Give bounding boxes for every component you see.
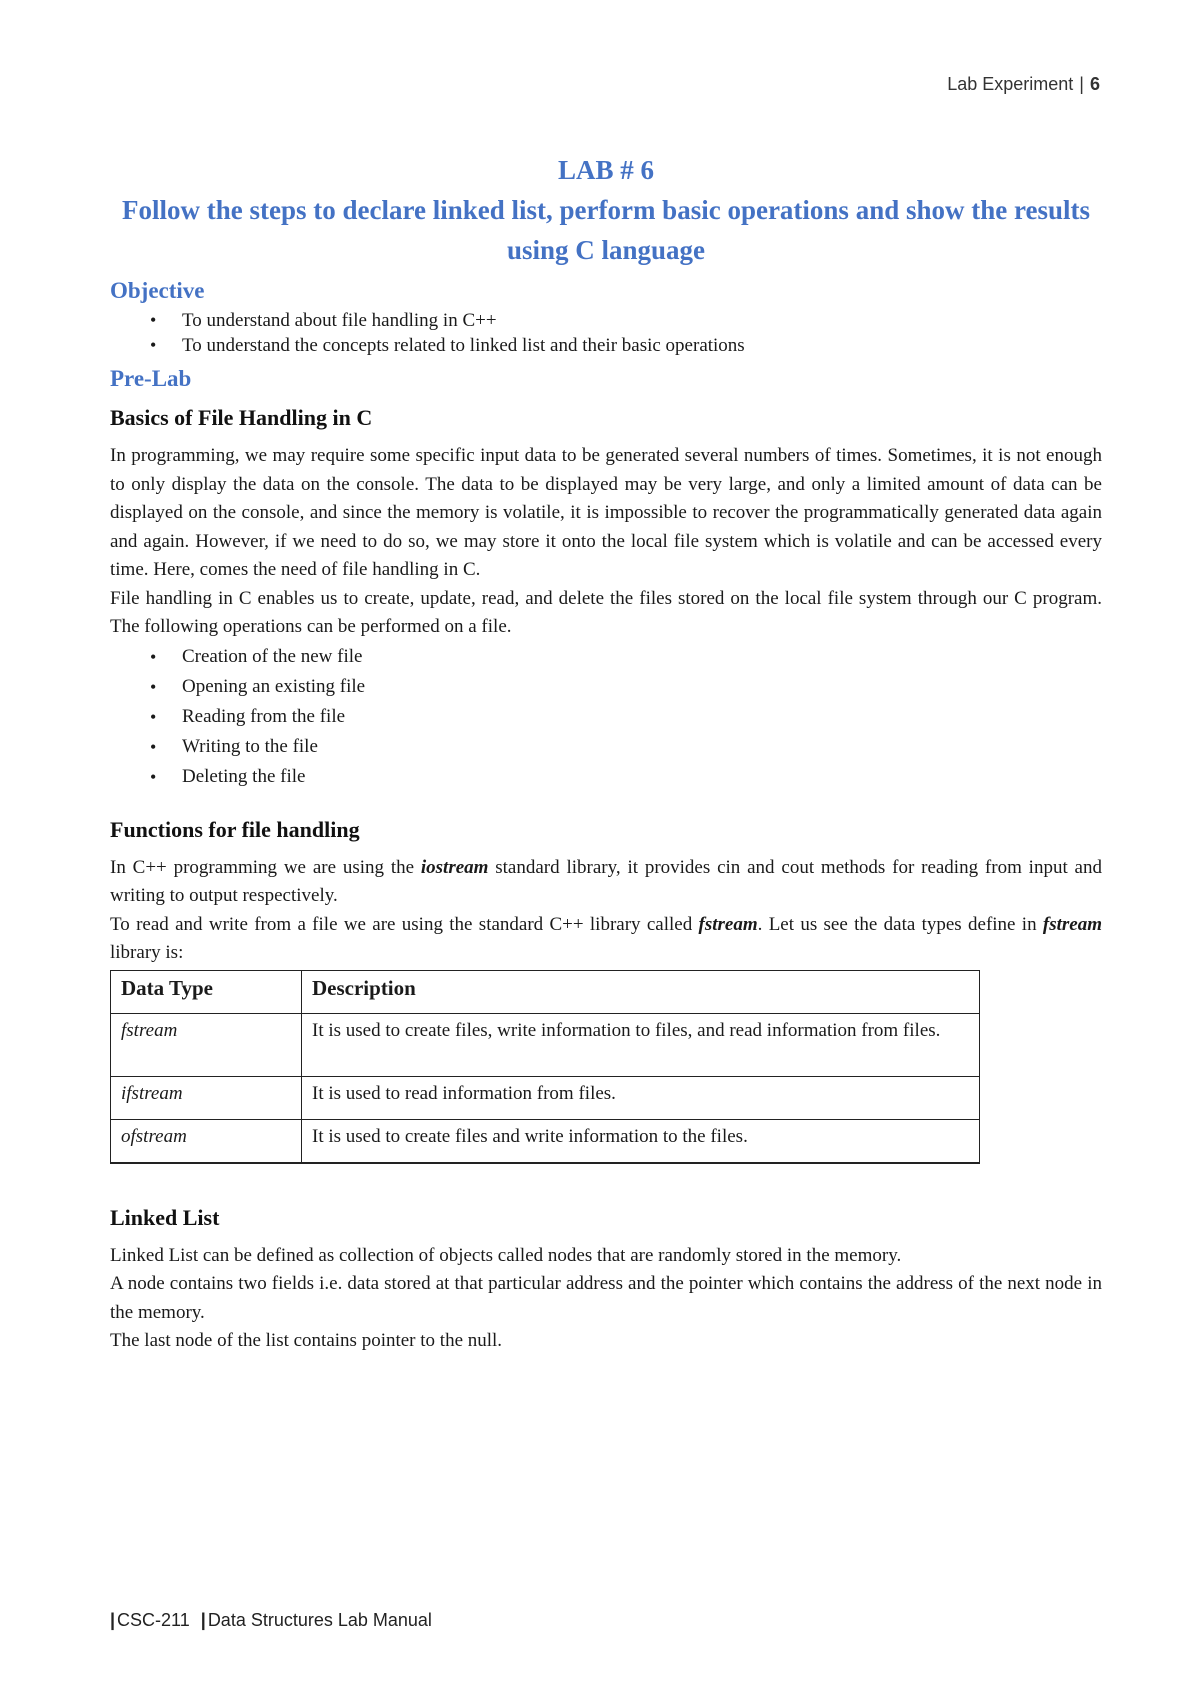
file-operation-item: • Creation of the new file bbox=[182, 642, 1102, 672]
file-basics-heading: Basics of File Handling in C bbox=[110, 405, 373, 430]
linked-list-paragraph-3: The last node of the list contains pointer to the null. bbox=[110, 1330, 503, 1351]
table-cell-description: It is used to create files, write information to files, and read information from files. bbox=[302, 1013, 980, 1076]
file-basics-paragraph-2: File handling in C enables us to create, update, read, and delete the files stored on the local file system through our C program. The following operations can be performed on a file. bbox=[110, 587, 1102, 637]
file-operations-list bbox=[110, 642, 1102, 792]
footer-bar: | bbox=[110, 1610, 116, 1630]
lab-subtitle: Follow the steps to declare linked list, perform basic operations and show the results using C language bbox=[122, 195, 1090, 265]
table-row bbox=[111, 1013, 980, 1076]
table-header-cell: Data Type bbox=[111, 970, 302, 1013]
page-header bbox=[947, 74, 1100, 95]
table-cell-type: fstream bbox=[111, 1013, 302, 1076]
table-header-cell: Description bbox=[302, 970, 980, 1013]
data-types-table bbox=[110, 970, 980, 1164]
linked-list-paragraph-1: Linked List can be defined as collection of objects called nodes that are randomly stored in the memory. bbox=[110, 1244, 902, 1266]
text-run: To read and write from a file we are using the standard C++ library called bbox=[110, 913, 699, 935]
table-cell-description: It is used to create files and write information to the files. bbox=[302, 1119, 980, 1163]
header-label: Lab Experiment bbox=[947, 74, 1074, 94]
text-run: In C++ programming we are using the bbox=[110, 856, 421, 878]
functions-heading: Functions for file handling bbox=[110, 816, 360, 842]
header-separator: | bbox=[1079, 74, 1084, 94]
table-row bbox=[111, 1076, 980, 1119]
document-body bbox=[110, 150, 1102, 1356]
footer-bar: | bbox=[200, 1610, 206, 1630]
text-run: standard library, it provides cin and cout methods for reading from input and writing to output respectively. bbox=[110, 856, 1102, 906]
code-term: iostream bbox=[420, 856, 489, 878]
prelab-heading: Pre-Lab bbox=[110, 366, 192, 391]
file-operation-item: • Writing to the file bbox=[182, 732, 1102, 762]
file-operation-item: • Deleting the file bbox=[182, 762, 1102, 792]
code-term: fstream bbox=[698, 913, 758, 935]
file-operation-item: • Opening an existing file bbox=[182, 672, 1102, 702]
footer-course-code: CSC-211 bbox=[117, 1610, 190, 1630]
linked-list-heading: Linked List bbox=[110, 1204, 220, 1230]
table-cell-description: It is used to read information from files. bbox=[302, 1076, 980, 1119]
table-header-row bbox=[111, 970, 980, 1013]
code-term: fstream bbox=[1042, 913, 1102, 935]
table-cell-type: ifstream bbox=[111, 1076, 302, 1119]
page-footer bbox=[110, 1610, 432, 1631]
file-operation-item: • Reading from the file bbox=[182, 702, 1102, 732]
text-run: . Let us see the data types define in bbox=[757, 913, 1043, 935]
header-page-number: 6 bbox=[1089, 74, 1100, 94]
table-row bbox=[111, 1119, 980, 1163]
linked-list-paragraph-2: A node contains two fields i.e. data stored at that particular address and the pointer which contains the address of the next node in the memory. bbox=[110, 1273, 1102, 1323]
functions-paragraph-1 bbox=[110, 854, 1102, 911]
objective-list bbox=[110, 308, 1102, 358]
objective-item: • To understand about file handling in C++ bbox=[182, 308, 1102, 333]
objective-item: • To understand the concepts related to linked list and their basic operations bbox=[182, 333, 1102, 358]
objective-heading: Objective bbox=[110, 278, 205, 303]
text-run: library is: bbox=[110, 942, 184, 963]
table-cell-type: ofstream bbox=[111, 1119, 302, 1163]
lab-title: LAB # 6 bbox=[557, 155, 655, 185]
file-basics-paragraph-1: In programming, we may require some specific input data to be generated several numbers of times. Sometimes, it is not enough to only display the data on the console. The data to be displayed may be very large, and only a limited amount of data can be displayed on the console, and since the memory is volatile, it is impossible to recover the programmatically generated data again and again. However, if we need to do so, we may store it onto the local file system which is volatile and can be accessed every time. Here, comes the need of file handling in C. bbox=[110, 445, 1102, 580]
footer-manual-title: Data Structures Lab Manual bbox=[207, 1610, 432, 1630]
functions-paragraph-2 bbox=[110, 911, 1102, 968]
